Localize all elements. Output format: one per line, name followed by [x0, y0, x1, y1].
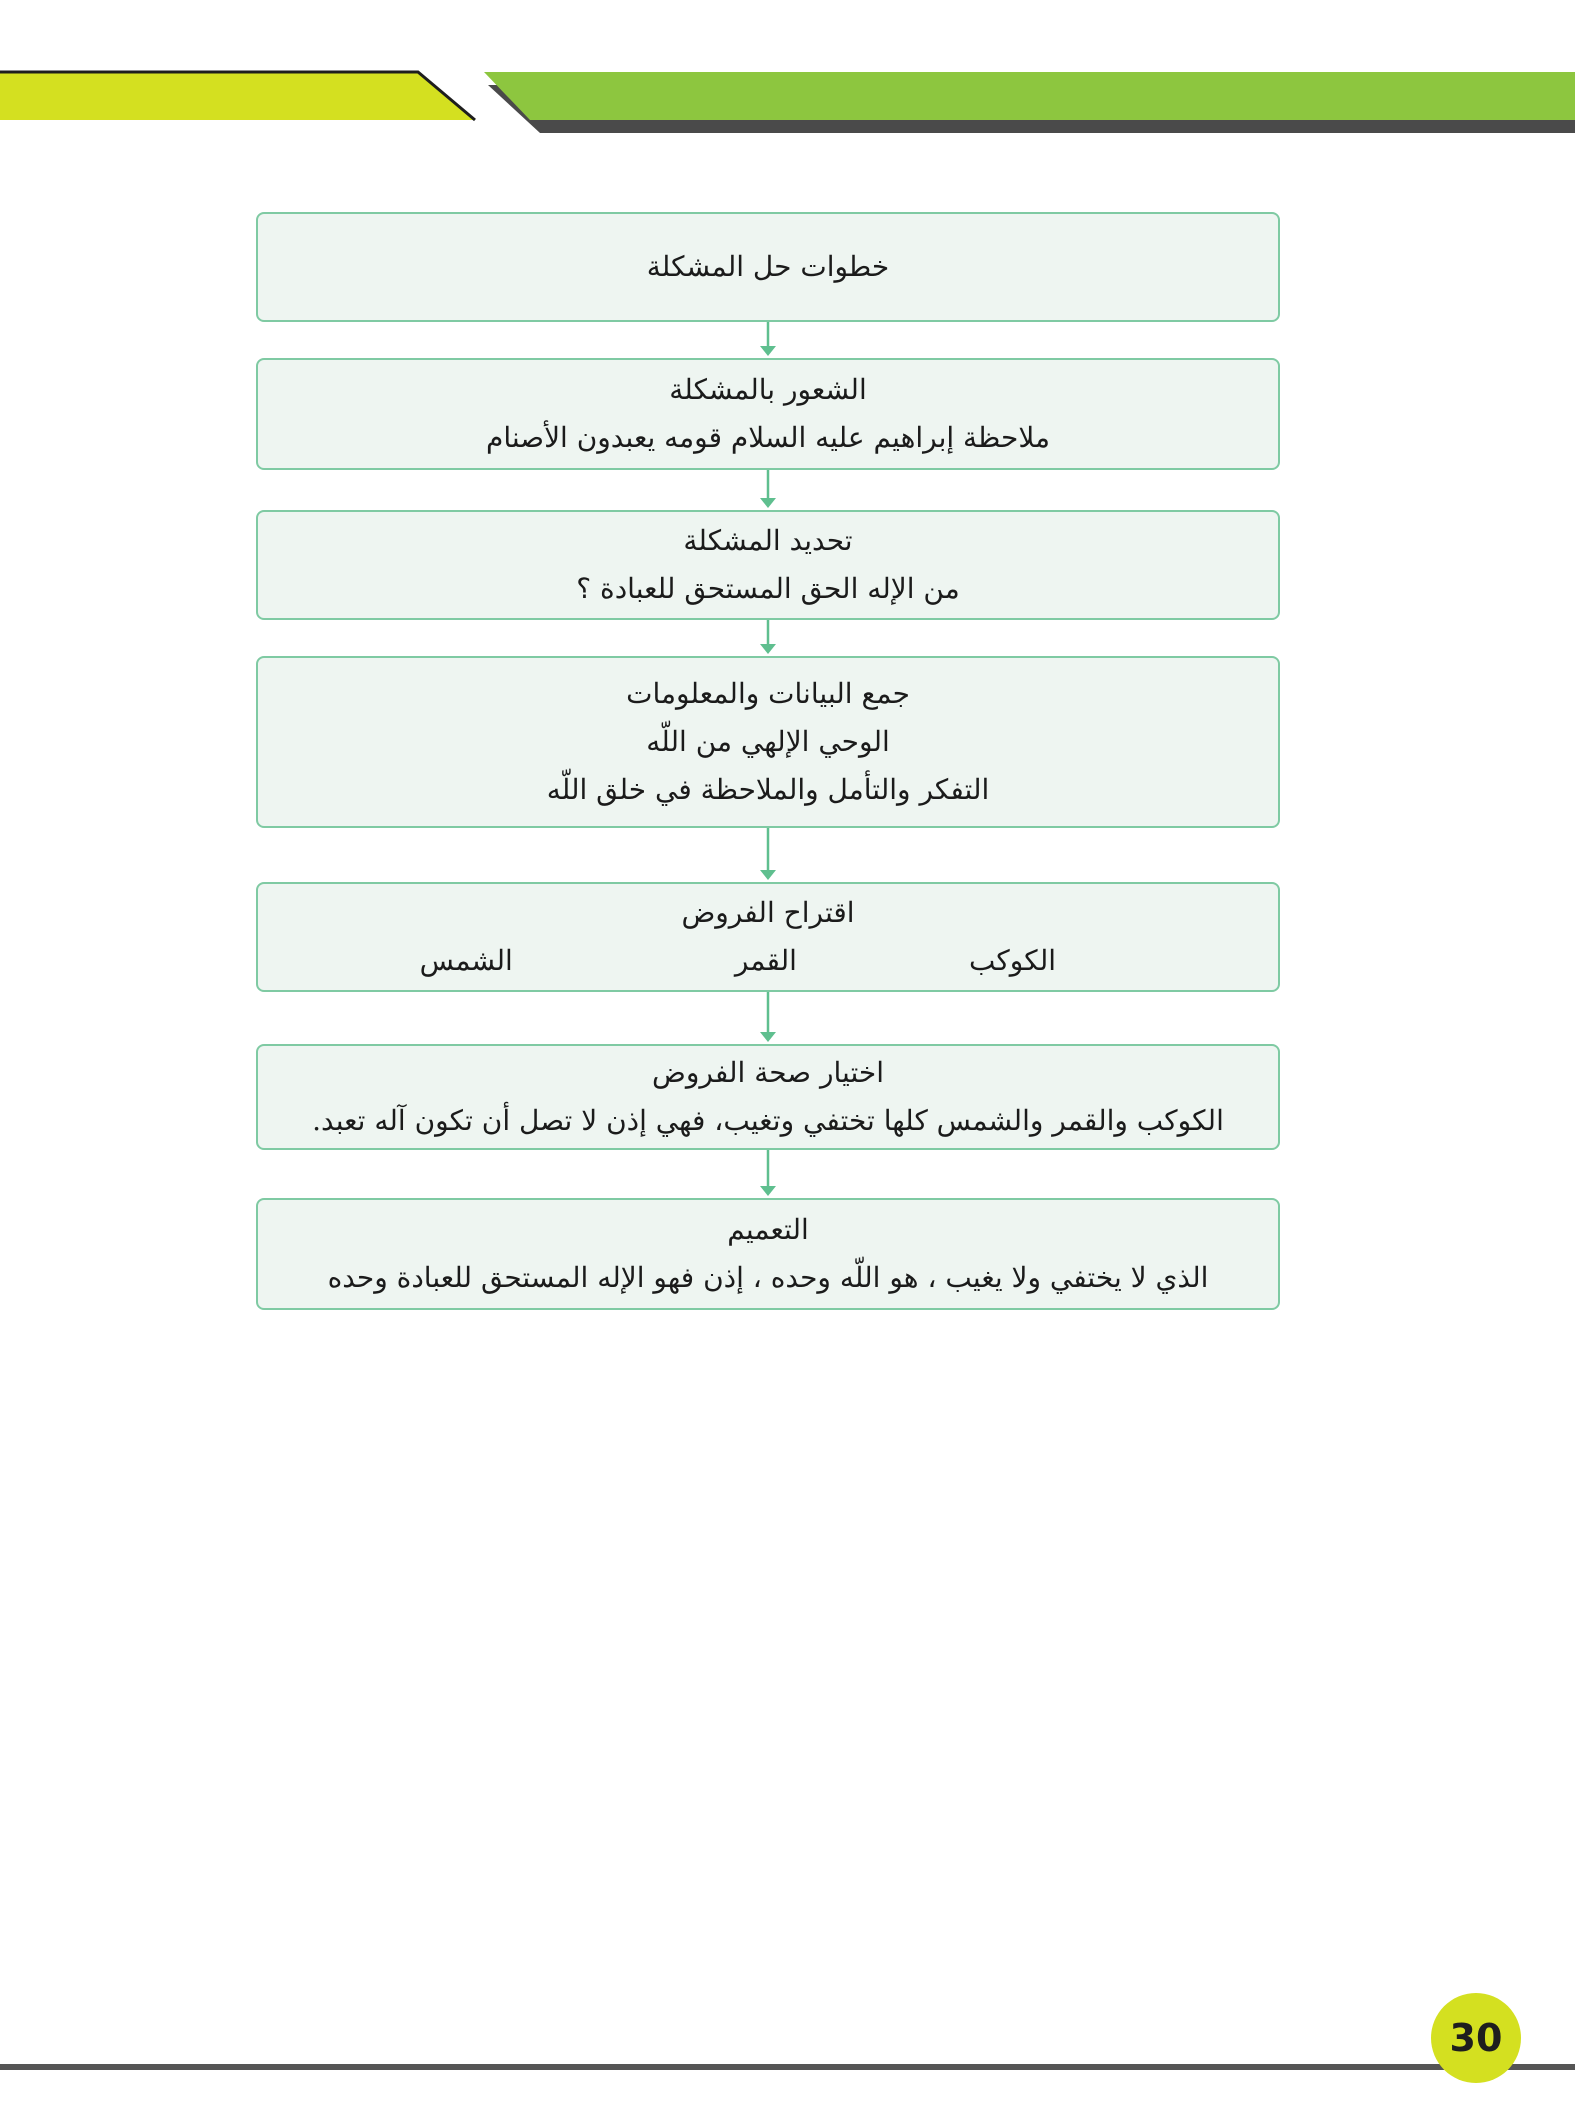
step-generalization: [256, 1198, 1280, 1310]
step-detail: الوحي الإلهي من اللّه: [646, 725, 890, 758]
hypothesis-moon: القمر: [734, 944, 797, 977]
step-detail: ملاحظة إبراهيم عليه السلام قومه يعبدون الأصنام: [485, 421, 1051, 454]
step-hypotheses: [256, 882, 1280, 992]
arrow-down-icon: [757, 620, 779, 656]
step-detail: الذي لا يختفي ولا يغيب ، هو اللّه وحده ، إذن فهو الإله المستحق للعبادة وحده: [327, 1261, 1209, 1294]
step-heading: اقتراح الفروض: [681, 896, 855, 929]
step-detail: من الإله الحق المستحق للعبادة ؟: [576, 572, 960, 605]
step-problem-awareness: [256, 358, 1280, 470]
arrow-down-icon: [757, 322, 779, 358]
flowchart-title: خطوات حل المشكلة: [646, 250, 890, 283]
footer-rule: [0, 2064, 1575, 2070]
flowchart-title-box: [256, 212, 1280, 322]
arrow-down-icon: [757, 1150, 779, 1198]
arrow-down-icon: [757, 470, 779, 510]
step-hypothesis-testing: [256, 1044, 1280, 1150]
arrow-down-icon: [757, 828, 779, 882]
step-data-collection: [256, 656, 1280, 828]
green-band: [484, 72, 1575, 120]
step-problem-definition: [256, 510, 1280, 620]
page-number: 30: [1449, 2016, 1503, 2060]
step-heading: اختيار صحة الفروض: [652, 1056, 884, 1089]
header-decoration: [0, 0, 1575, 150]
step-detail: التفكر والتأمل والملاحظة في خلق اللّه: [546, 773, 990, 806]
hypotheses-row: [258, 937, 1278, 985]
hypothesis-sun: الشمس: [419, 944, 513, 977]
step-heading: الشعور بالمشكلة: [669, 373, 867, 406]
step-heading: تحديد المشكلة: [683, 524, 853, 557]
step-heading: التعميم: [727, 1213, 809, 1246]
hypothesis-star: الكوكب: [968, 944, 1056, 977]
page-number-badge: [1431, 1993, 1521, 2083]
arrow-down-icon: [757, 992, 779, 1044]
step-detail: الكوكب والقمر والشمس كلها تختفي وتغيب، فهي إذن لا تصل أن تكون آله تعبد.: [312, 1104, 1224, 1137]
yellow-band: [0, 72, 475, 120]
step-heading: جمع البيانات والمعلومات: [626, 677, 910, 710]
